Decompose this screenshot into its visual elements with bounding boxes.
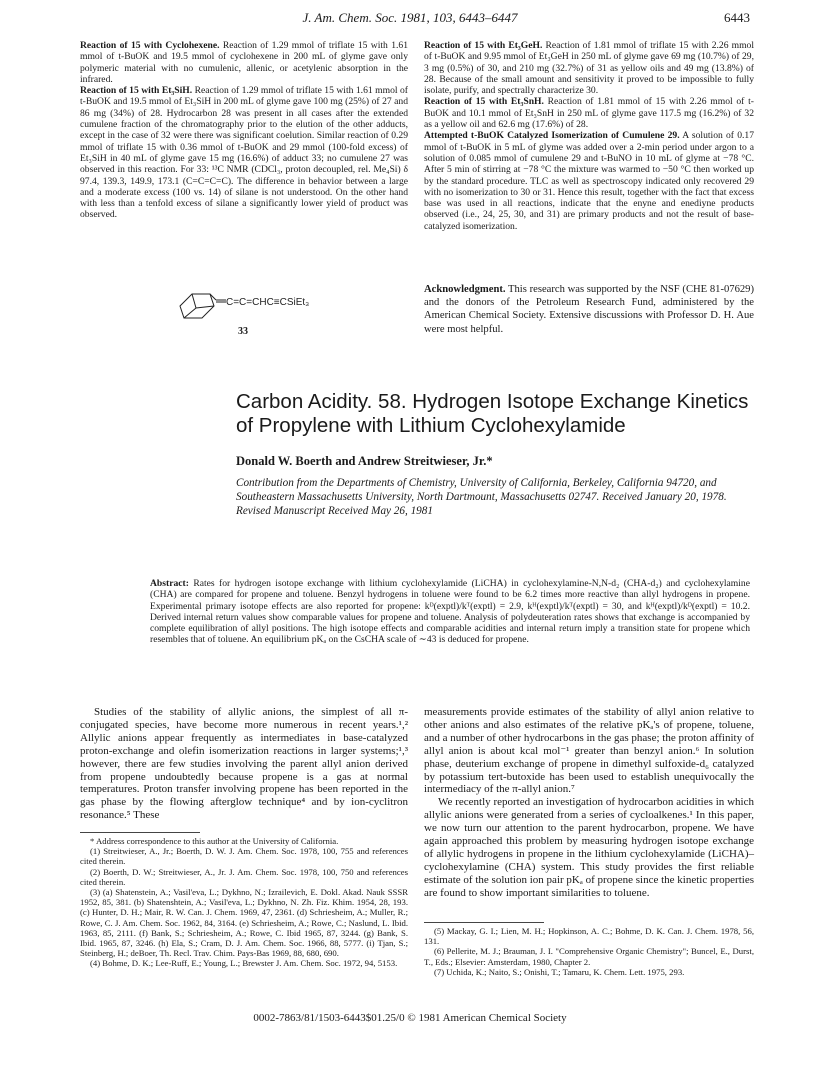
footnote: (4) Bohme, D. K.; Lee-Ruff, E.; Young, L.; Brewster J. Am. Chem. Soc. 1972, 94, 5153.	[90, 958, 398, 969]
experimental-right-column	[424, 40, 754, 232]
paragraph-text: Reaction of 1.81 mmol of triflate 15 with 2.26 mmol of t-BuOK and 9.95 mmol of Et₃GeH in 250 mL of glyme gave 69 mg (10.7%) of 29, 3 mg (0.5%) of 30, and 210 mg (32.7%) of 31 as yellow oils and 49 mg (13.8%) of 28. Because of the small amount and sensitivity it proved to be impossible to fully isolate, purify, and spectrally characterize 30.	[424, 40, 755, 97]
footnotes-right	[424, 922, 754, 977]
footnote: (5) Mackay, G. I.; Lien, M. H.; Hopkinson, A. C.; Bohme, D. K. Can. J. Chem. 1978, 56, 131.	[424, 926, 754, 947]
abstract-heading: Abstract:	[150, 578, 189, 589]
page-number: 6443	[724, 10, 750, 25]
page-footer: 0002-7863/81/1503-6443$01.25/0 © 1981 American Chemical Society	[253, 1012, 567, 1024]
experimental-left-column	[80, 40, 408, 221]
paragraph-et3snh	[424, 96, 754, 130]
footnote-rule	[80, 832, 200, 833]
paragraph-isomerization	[424, 130, 754, 232]
running-header	[0, 8, 820, 30]
run-in-heading: Attempted t-BuOK Catalyzed Isomerization of Cumulene 29.	[424, 130, 680, 142]
acknowledgment	[424, 283, 754, 336]
chemical-structure-33	[170, 278, 370, 338]
footnote: (2) Boerth, D. W.; Streitwieser, A., Jr. J. Am. Chem. Soc. 1978, 100, 750 and references cited therein.	[80, 866, 408, 887]
paragraph-text: Reaction of 1.81 mmol of 15 with 2.26 mmol of t-BuOK and 10.1 mmol of Et₃SnH in 250 mL of glyme gave 117.5 mg (16.2%) of 32 as a yellow oil and 62.6 mg (17.6%) of 28.	[424, 96, 754, 131]
footnote: * Address correspondence to this author at the University of California.	[90, 836, 339, 846]
article-affiliation: Contribution from the Departments of Chemistry, University of California, Berkeley, California 94720, and Southeastern Massachusetts University, North Dartmount, Massachusetts 02747. Received January 20, 1978. Revised Manuscript Received May 26, 1981	[236, 477, 727, 517]
footnote: (7) Uchida, K.; Naito, S.; Onishi, T.; Tamaru, K. Chem. Lett. 1975, 293.	[434, 966, 685, 977]
run-in-heading: Reaction of 15 with Cyclohexene.	[80, 40, 220, 51]
footnote: (1) Streitwieser, A., Jr.; Boerth, D. W. J. Am. Chem. Soc. 1978, 100, 755 and references cited therein.	[80, 846, 408, 867]
body-right-column	[424, 706, 754, 900]
paragraph-et3sih	[80, 85, 408, 221]
paragraph-text: Reaction of 1.29 mmol of triflate 15 with 1.61 mmol of t-BuOK and 19.5 mmol of cyclohexene in 200 mL of glyme gave only polymeric material with no cumulenic, allenic, or acetylenic absorption in the infrared.	[80, 40, 408, 85]
acknowledgment-heading: Acknowledgment.	[424, 284, 506, 295]
footnotes-left	[80, 832, 408, 969]
paragraph-text: A solution of 0.17 mmol of t-BuOK in 5 mL of glyme was added over a 2-min period under argon to a solution of 0.085 mmol of cumulene 29 and t-BuNO in 10 mL of glyme at −78 °C. After 5 min of stirring at −78 °C the mixture was warmed to −50 °C then worked up by the standard procedure. TLC as well as spectroscopy indicated only recovered 29 with no isomerization to 30 or 31. Hence this result, together with the fact that excess base was used in all reactions, indicate that the enyne and enediyne products observed (i.e., 24, 25, 30, and 31) are primary products and not the result of base-catalyzed isomerization.	[424, 130, 754, 232]
footnote-rule	[424, 922, 544, 923]
article-authors: Donald W. Boerth and Andrew Streitwieser, Jr.*	[236, 454, 493, 468]
run-in-heading: Reaction of 15 with Et₃SnH.	[424, 96, 544, 108]
footnote: (6) Pellerite, M. J.; Brauman, J. I. "Comprehensive Organic Chemistry"; Buncel, E., Durst, T., Eds.; Elsevier: Amsterdam, 1980, Chapter 2.	[424, 946, 754, 967]
abstract-text: Rates for hydrogen isotope exchange with lithium cyclohexylamide (LiCHA) in cyclohexylamine-N,N-d₂ (CHA-d₂) and cyclohexylamine (CHA) are compared for propene and toluene. Benzyl hydrogens in toluene were found to be 6.2 times more reactive than allyl hydrogens in propene. Experimental primary isotope effects are also reported for propene: kᴰ(exptl)/kᵀ(exptl) = 2.9, kᴴ(exptl)/kᵀ(exptl) = 30, and kᴴ(exptl)/kᴰ(exptl) = 10.2. Derived internal return values show comparable values for propene and toluene. Analysis of polydeuteration rates shows that exchange is accompanied by complete equilibration of allyl positions. The high isotope effects and comparable acidities and internal return imply a transition state for propene which resembles that of toluene. An equilibrium pKₐ on the CsCHA scale of ∼43 is deduced for propene.	[150, 578, 750, 646]
article-title: Carbon Acidity. 58. Hydrogen Isotope Exchange Kinetics of Propylene with Lithium Cyclohexylamide	[236, 390, 749, 437]
footnote: (3) (a) Shatenstein, A.; Vasil'eva, L.; Dykhno, N.; Izrailevich, E. Dokl. Akad. Nauk SSSR 1952, 85, 381. (b) Shatenshtein, A.; Vasil'eva, L.; Dykhno, N. Zh. Fiz. Khim. 1954, 28, 193. (c) Hunter, D. H.; Mair, R. W. Can. J. Chem. 1969, 47, 2361. (d) Schriesheim, A.; Muller, R.; Rowe, C. J. Am. Chem. Soc. 1962, 84, 3164. (e) Schriesheim, A.; Rowe, C.; Naslund, L. Ibid. 1963, 85, 2111. (f) Bank, S.; Schriesheim, A.; Rowe, C. Ibid 1965, 87, 3244. (g) Bank, S. Ibid. 1965, 87, 3246. (h) Ela, S.; Cram, D. J. Am. Chem. Soc. 1966, 88, 5777. (i) Tjan, S.; Steinberg, H.; deBoer, Th. Recl. Trav. Chim. Pays-Bas 1969, 88, 680, 690.	[80, 887, 408, 959]
body-paragraph: measurements provide estimates of the stability of allyl anion relative to other anions and also estimates of the relative pKₐ's of propene, toluene, and a number of other hydrocarbons in the gas phase; the proton affinity of allyl anion is about kcal mol⁻¹ greater than benzyl anion.⁶ In solution phase, deuterium exchange of propene in dimethyl sulfoxide-d₆ catalyzed by potassium tert-butoxide has been used to establish unequivocally the intermediacy of the π-allyl anion.⁷	[424, 706, 755, 796]
run-in-heading: Reaction of 15 with Et₃GeH.	[424, 40, 543, 51]
paragraph-et3geh	[424, 40, 754, 96]
body-paragraph: Studies of the stability of allylic anions, the simplest of all π-conjugated species, have become more numerous in recent years.¹,² Allylic anions appear frequently as intermediates in base-catalyzed proton-exchange and olefin isomerization reactions in larger systems;¹,³ however, there are few studies involving the parent allyl anion derived from propene undoubtedly because propene is a gas at normal temperatures. Proton transfer involving propene has been reported in the gas phase by the flowing afterglow technique⁴ and by ion-cyclitron resonance.⁵ These	[80, 706, 408, 822]
body-left-column	[80, 706, 408, 822]
paragraph-cyclohexene	[80, 40, 408, 85]
run-in-heading: Reaction of 15 with Et₃SiH.	[80, 85, 193, 97]
abstract	[150, 578, 750, 646]
acknowledgment-text: This research was supported by the NSF (CHE 81-07629) and the donors of the Petroleum Research Fund, administered by the American Chemical Society. Extensive discussions with Professor D. H. Aue were most helpful.	[424, 284, 754, 335]
body-paragraph: We recently reported an investigation of hydrocarbon acidities in which allylic anions were generated from a series of cycloalkenes.¹ In this paper, we now turn our attention to the parent hydrocarbon, propene. We have again approached this problem by measuring hydrogen isotope exchange of allylic hydrogens in propene in the lithium cyclohexylamide (LiCHA)–cyclohexylamine (CHA) system. This study provides the first reliable estimate of the solution ion pair pKₐ of propene since the kinetic properties are found to show important similarities to toluene.	[424, 796, 754, 899]
compound-number: 33	[238, 326, 248, 337]
journal-citation: J. Am. Chem. Soc. 1981, 103, 6443–6447	[302, 10, 518, 25]
paragraph-text: Reaction of 1.29 mmol of triflate 15 with 1.61 mmol of t-BuOK and 19.5 mmol of Et₃SiH in 200 mL of glyme gave 100 mg (25%) of 27 and 86 mg (34%) of 28. Hydrocarbon 28 was present in all cases after the extended cumulene fraction of the chromatography prior to the elution of the other adducts, except in the case of 32 were there was significant coelution. Similar reaction of 0.29 mmol of triflate 15 with 0.36 mmol of t-BuOK and 29 mmol (100-fold excess) of Et₃SiH in 40 mL of glyme gave 15 mg (16.6%) of adduct 33; no cumulene 27 was observed in this reaction. For 33: ¹³C NMR (CDCl₃, proton decoupled, rel. Me₄Si) δ 97.4, 139.3, 149.9, 173.1 (C=C=C=C). The difference in behavior between a large and a moderate excess (100 vs. 14) of silane is not understood. On the other hand with less than a tenfold excess of silane a significantly lower yield of product was observed.	[80, 85, 408, 221]
structure-label: C=C=CHC≡CSiEt₃	[226, 297, 310, 308]
adamantylidene-drawing	[170, 278, 370, 328]
